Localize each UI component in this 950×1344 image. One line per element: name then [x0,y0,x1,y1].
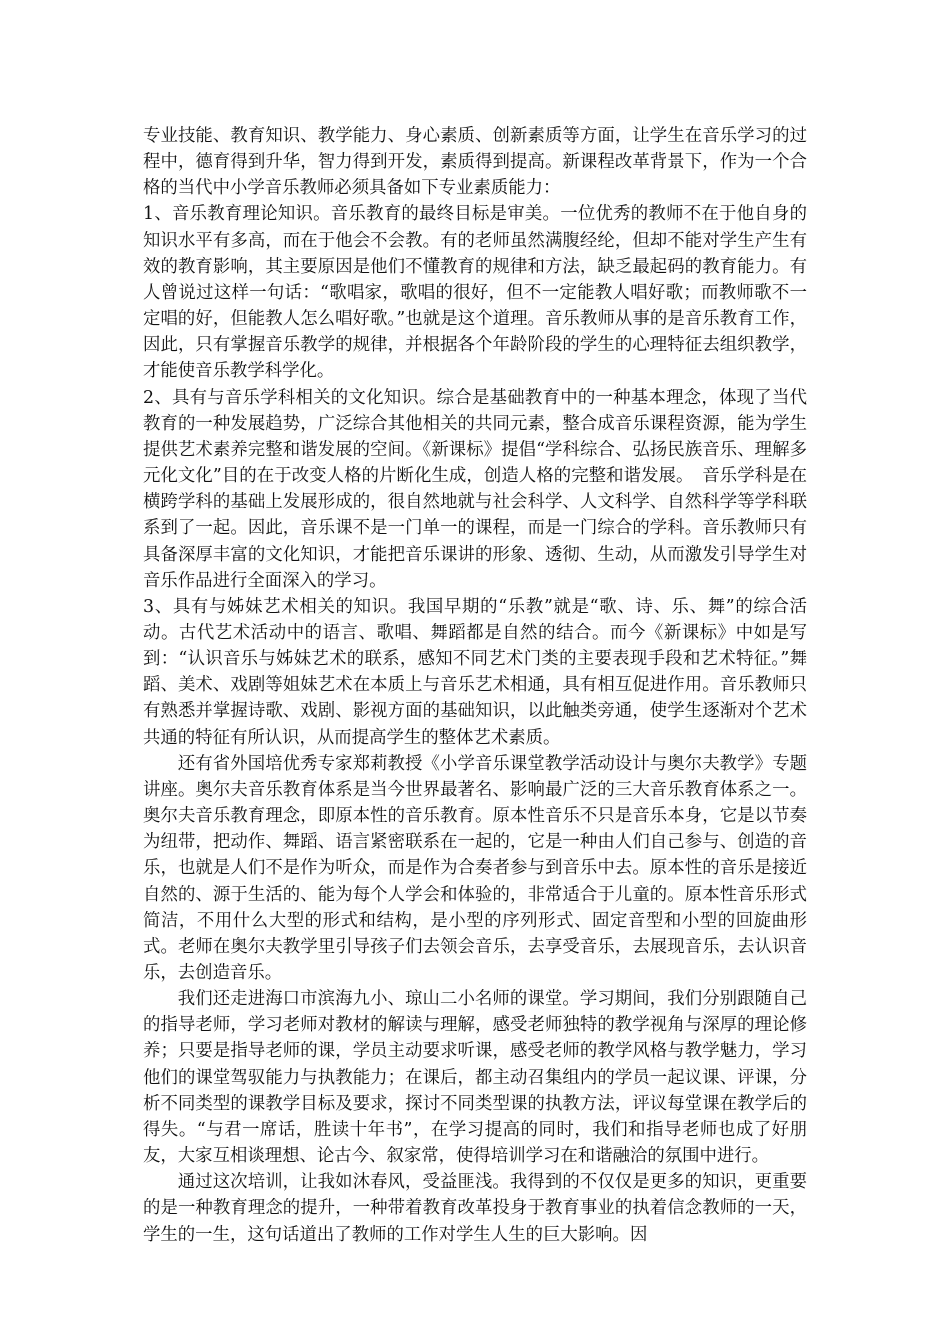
document-page [143,123,807,1248]
orff-lecture-paragraph: 还有省外国培优秀专家郑莉教授《小学音乐课堂教学活动设计与奥尔夫教学》专题讲座。奥尔夫音乐教育体系是当今世界最著名、影响最广泛的三大音乐教育体系之一。奥尔夫音乐教育理念，即原本性的音乐教育。原本性音乐不只是音乐本身，它是以节奏为纽带，把动作、舞蹈、语言紧密联系在一起的，它是一种由人们自己参与、创造的音乐，也就是人们不是作为听众，而是作为合奏者参与到音乐中去。原本性的音乐是接近自然的、源于生活的、能为每个人学会和体验的，非常适合于儿童的。原本性音乐形式简洁，不用什么大型的形式和结构，是小型的序列形式、固定音型和小型的回旋曲形式。老师在奥尔夫教学里引导孩子们去领会音乐，去享受音乐，去展现音乐，去认识音乐，去创造音乐。 [143,753,807,983]
reflection-paragraph: 通过这次培训，让我如沐春风，受益匪浅。我得到的不仅仅是更多的知识，更重要的是一种教育理念的提升，一种带着教育改革投身于教育事业的执着信念教师的一天，学生的一生，这句话道出了教师的工作对学生人生的巨大影响。因 [143,1172,807,1245]
point-2-paragraph: 2、具有与音乐学科相关的文化知识。综合是基础教育中的一种基本理念，体现了当代教育的一种发展趋势，广泛综合其他相关的共同元素，整合成音乐课程资源，能为学生提供艺术素养完整和谐发展的空间。《新课标》提倡“学科综合、弘扬民族音乐、理解多元化文化”目的在于改变人格的片断化生成，创造人格的完整和谐发展。 音乐学科是在横跨学科的基础上发展形成的，很自然地就与社会科学、人文科学、自然科学等学科联系到了一起。因此，音乐课不是一门单一的课程，而是一门综合的学科。音乐教师只有具备深厚丰富的文化知识，才能把音乐课讲的形象、透彻、生动，从而激发引导学生对音乐作品进行全面深入的学习。 [143,387,807,591]
point-1-paragraph: 1、音乐教育理论知识。音乐教育的最终目标是审美。一位优秀的教师不在于他自身的知识水平有多高，而在于他会不会教。有的老师虽然满腹经纶，但却不能对学生产生有效的教育影响，其主要原因是他们不懂教育的规律和方法，缺乏最起码的教育能力。有人曾说过这样一句话：“歌唱家，歌唱的很好，但不一定能教人唱好歌；而教师歌不一定唱的好，但能教人怎么唱好歌。”也就是这个道理。音乐教师从事的是音乐教育工作，因此，只有掌握音乐教学的规律，并根据各个年龄阶段的学生的心理特征去组织教学，才能使音乐教学科学化。 [143,204,807,382]
intro-paragraph: 专业技能、教育知识、教学能力、身心素质、创新素质等方面，让学生在音乐学习的过程中，德育得到升华，智力得到开发，素质得到提高。新课程改革背景下，作为一个合格的当代中小学音乐教师必须具备如下专业素质能力： [143,126,807,199]
point-3-paragraph: 3、具有与姊妹艺术相关的知识。我国早期的“乐教”就是“歌、诗、乐、舞”的综合活动。古代艺术活动中的语言、歌唱、舞蹈都是自然的结合。而今《新课标》中如是写到：“认识音乐与姊妹艺术的联系，感知不同艺术门类的主要表现手段和艺术特征。”舞蹈、美术、戏剧等姐妹艺术在本质上与音乐艺术相通，具有相互促进作用。音乐教师只有熟悉并掌握诗歌、戏剧、影视方面的基础知识，以此触类旁通，使学生逐渐对个艺术共通的特征有所认识，从而提高学生的整体艺术素质。 [143,596,807,748]
classroom-visit-paragraph: 我们还走进海口市滨海九小、琼山二小名师的课堂。学习期间，我们分别跟随自己的指导老师，学习老师对教材的解读与理解，感受老师独特的教学视角与深厚的理论修养；只要是指导老师的课，学员主动要求听课，感受老师的教学风格与教学魅力，学习他们的课堂驾驭能力与执教能力；在课后，都主动召集组内的学员一起议课、评课，分析不同类型的课教学目标及要求，探讨不同类型课的执教方法，评议每堂课在教学后的得失。“与君一席话，胜读十年书”，在学习提高的同时，我们和指导老师也成了好朋友，大家互相谈理想、论古今、叙家常，使得培训学习在和谐融洽的氛围中进行。 [143,989,807,1167]
